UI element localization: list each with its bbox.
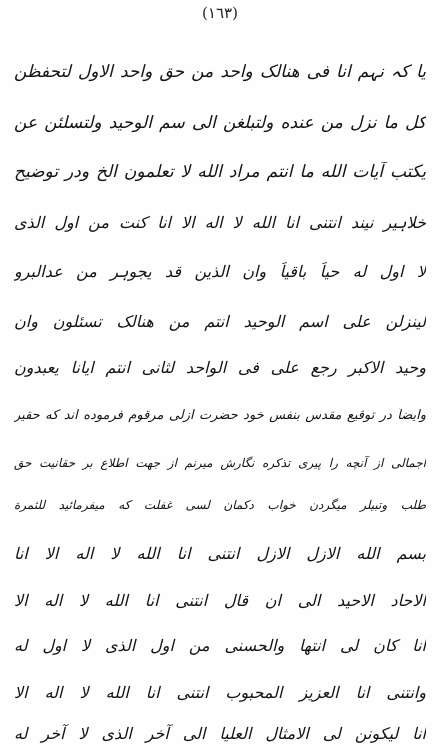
- text-line: لینزلن علی اسم الوحید انتم من ھنالک تسئلون وان: [14, 312, 426, 331]
- text-line: خلاہیر نیند انتنی انا الله لا اله الا انا کنت من اول الذی: [14, 213, 426, 232]
- text-line: یا کہ نہم انا فی ھنالک واحد من حق واحد الاول لتحفظن: [14, 62, 426, 82]
- text-line: لا اول له حیاً باقیاً وان الذین قد یجوہر من عدالبرو: [14, 262, 426, 281]
- text-line: انا لیکونن لی الامثال العلیا الی آخر الذی لا آخر له: [14, 724, 426, 743]
- text-line: اجمالی از آنچه را پیری تذکره نگارش میرنم از جهت اطلاع بر حقانیت حق: [14, 456, 426, 470]
- text-line: انا کان لی انتها والحسنی من اول الذی لا اول له: [14, 636, 426, 655]
- text-line: یکتب آیات الله ما انتم مراد الله لا تعلمون الخ ودر توضیح: [14, 162, 426, 182]
- page-number: (١٦٣): [202, 4, 238, 22]
- text-line: وایضاً در توقیع مقدس بنفس خود حضرت ازلی مرقوم فرموده اند که حقیر: [14, 408, 426, 423]
- text-line: کل ما نزل من عنده ولتبلغن الی سم الوحید ولتسلئن عن: [14, 113, 426, 133]
- text-line: طلب وتبیلر میگردن خواب دکمان لسی غفلت که میفرمائید للثمرة: [14, 498, 426, 512]
- text-line: وانتنی انا العزیز المحبوب انتنی انا الله لا اله الا: [14, 683, 426, 702]
- text-line: وحید الاکبر رجع علی فی الواحد لثانی انتم ایانا یعبدون: [14, 358, 426, 377]
- text-line: الاحاد الاحید الی ان قال انتنی انا الله لا اله الا: [14, 591, 426, 610]
- text-line: بسم الله الازل الازل انتنی انا الله لا اله الا انا: [14, 544, 426, 563]
